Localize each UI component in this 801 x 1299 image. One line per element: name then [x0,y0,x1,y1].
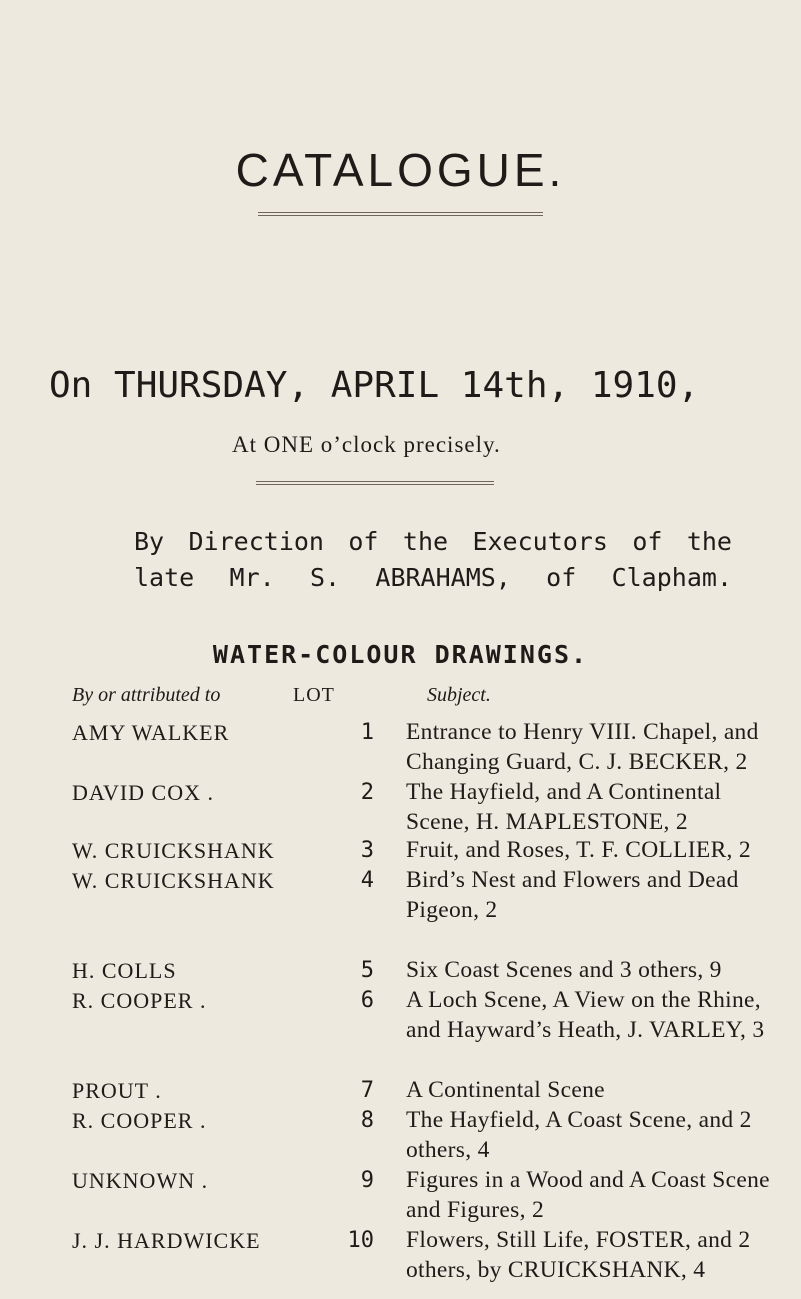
lot-number: 6 [360,988,374,1013]
column-header-artist: By or attributed to [72,684,221,706]
lot-artist: AMY WALKER [72,720,230,745]
lot-number: 5 [360,958,374,983]
time-rule [256,481,494,482]
lot-number: 4 [360,868,374,893]
column-header-subject: Subject. [427,684,491,706]
lot-artist: W. CRUICKSHANK [72,838,275,863]
section-title: WATER-COLOUR DRAWINGS. [212,640,589,669]
lot-number: 8 [360,1108,374,1133]
lot-artist: J. J. HARDWICKE [72,1228,261,1253]
lot-subject: The Hayfield, and A Continental Scene, H. MAPLESTONE, 2 [406,779,722,835]
lot-subject: Entrance to Henry VIII. Chapel, and Changing Guard, C. J. BECKER, 2 [406,719,759,775]
lot-number: 2 [360,780,374,805]
sale-date: On THURSDAY, APRIL 14th, 1910, [49,365,700,406]
lot-subject: Fruit, and Roses, T. F. COLLIER, 2 [406,837,751,863]
title-rule-lower [258,215,543,216]
lot-number: 10 [347,1228,374,1253]
lot-artist: H. COLLS [72,958,177,983]
lot-subject: Six Coast Scenes and 3 others, 9 [406,957,722,983]
lot-number: 9 [360,1168,374,1193]
lot-subject: Flowers, Still Life, FOSTER, and 2 others, by CRUICKSHANK, 4 [406,1227,751,1283]
lot-subject: A Continental Scene [406,1077,605,1103]
lot-artist: UNKNOWN . [72,1168,209,1193]
lot-artist: R. COOPER . [72,988,207,1013]
lot-number: 1 [360,720,374,745]
catalogue-title: CATALOGUE. [235,144,566,196]
lot-subject: Bird’s Nest and Flowers and Dead Pigeon, 2 [406,867,739,923]
time-rule-lower [256,484,494,485]
lot-subject: A Loch Scene, A View on the Rhine, and Hayward’s Heath, J. VARLEY, 3 [406,987,765,1043]
lot-number: 3 [360,838,374,863]
lot-artist: PROUT . [72,1078,162,1103]
column-header-lot: LOT [293,684,335,706]
lot-artist: DAVID COX . [72,780,214,805]
title-rule [258,212,543,213]
sale-time: At ONE o’clock precisely. [232,432,501,457]
lot-subject: Figures in a Wood and A Coast Scene and Figures, 2 [406,1167,770,1223]
lot-artist: W. CRUICKSHANK [72,868,275,893]
lot-subject: The Hayfield, A Coast Scene, and 2 others, 4 [406,1107,752,1163]
executors-direction: By Direction of the Executors of the late Mr. S. ABRAHAMS, of Clapham. [134,527,732,592]
lot-artist: R. COOPER . [72,1108,207,1133]
lot-number: 7 [360,1078,374,1103]
